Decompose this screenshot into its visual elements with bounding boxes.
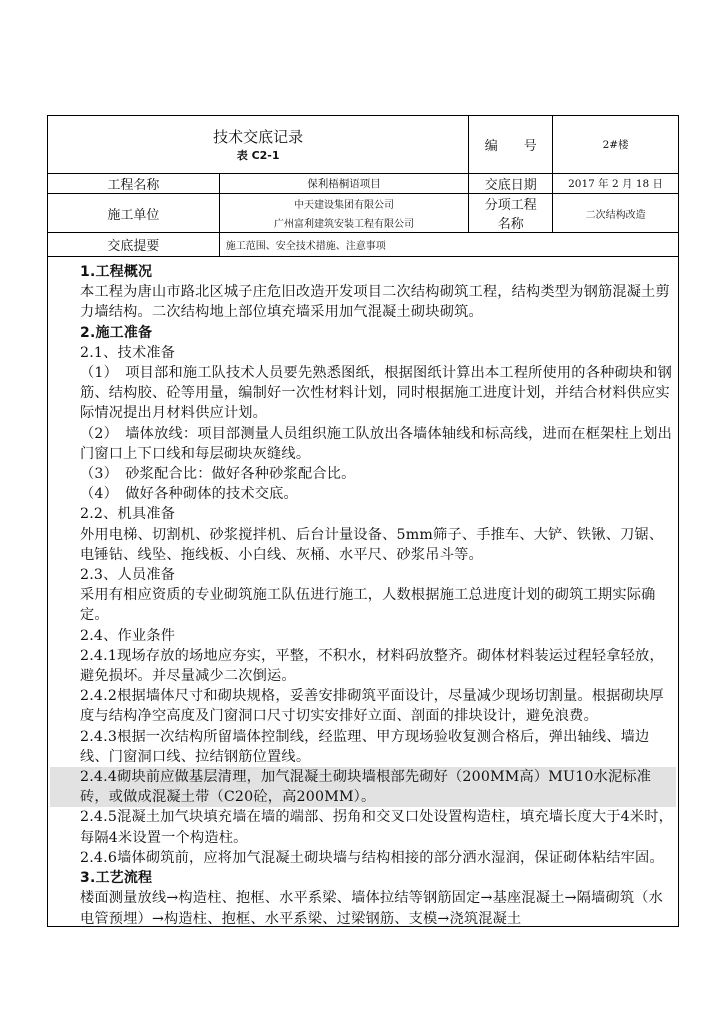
project-name-label: 工程名称 xyxy=(48,174,220,194)
condition-2-4-5: 2.4.5混凝土加气块填充墙在墙的端部、拐角和交叉口处设置构造柱，填充墙长度大于4米时，每隔4米设置一个构造柱。 xyxy=(80,809,674,846)
subitem-label-line2: 名称 xyxy=(497,217,524,232)
section-1-paragraph: 本工程为唐山市路北区城子庄危旧改造开发项目二次结构砌筑工程，结构类型为钢筋混凝土剪力墙结构。二次结构地上部位填充墙采用加气混凝土砌块砌筑。 xyxy=(80,284,670,321)
form-number: 表 C2-1 xyxy=(236,149,280,162)
section-2-1-heading: 2.1、技术准备 xyxy=(80,344,176,361)
condition-2-4-2: 2.4.2根据墙体尺寸和砌块规格，妥善安排砌筑平面设计，尽量减少现场切割量。根据砌块厚度与结构净空高度及门窗洞口尺寸切实安排好立面、剖面的排块设计，避免浪费。 xyxy=(80,688,664,725)
project-name: 保利梧桐语项目 xyxy=(219,174,469,194)
process-flow-paragraph: 楼面测量放线→构造柱、抱框、水平系梁、墙体拉结等钢筋固定→基座混凝土→隔墙砌筑（水电管预埋）→构造柱、抱框、水平系梁、过梁钢筋、支模→浇筑混凝土 xyxy=(80,890,663,927)
tech-prep-item-2: （2） 墙体放线：项目部测量人员组织施工队放出各墙体轴线和标高线，进而在框架柱上划出门窗口上下口线和每层砌块灰缝线。 xyxy=(80,425,673,462)
condition-2-4-3: 2.4.3根据一次结构所留墙体控制线，经监理、甲方现场验收复测合格后，弹出轴线、墙边线、门窗洞口线、拉结钢筋位置线。 xyxy=(80,728,650,765)
disclosure-content xyxy=(50,262,676,929)
unit-label: 施工单位 xyxy=(48,194,220,233)
condition-2-4-6: 2.4.6墙体砌筑前，应将加气混凝土砌块墙与结构相接的部分洒水湿润，保证砌体粘结牢固。 xyxy=(80,849,664,866)
equipment-paragraph: 外用电梯、切割机、砂浆搅拌机、后台计量设备、5mm筛子、手推车、大铲、铁锹、刀锯、电锤钻、线坠、拖线板、小白线、灰桶、水平尺、砂浆吊斗等。 xyxy=(80,526,664,563)
personnel-paragraph: 采用有相应资质的专业砌筑施工队伍进行施工，人数根据施工总进度计划的砌筑工期实际确定。 xyxy=(80,587,656,624)
tech-prep-item-3: （3） 砂浆配合比：做好各种砂浆配合比。 xyxy=(80,466,356,483)
tech-prep-item-1: （1） 项目部和施工队技术人员要先熟悉图纸，根据图纸计算出本工程所使用的各种砌块和钢筋、结构胶、砼等用量，编制好一次性材料计划，同时根据施工进度计划，并结合材料供应实际情况提出月材料供应计划。 xyxy=(80,365,673,422)
page-title: 技术交底记录 xyxy=(213,128,304,146)
subitem-label-line1: 分项工程 xyxy=(484,198,537,213)
section-1-title: 1.工程概况 xyxy=(80,264,153,280)
section-3-title: 3.工艺流程 xyxy=(80,870,153,887)
unit-value xyxy=(219,194,469,233)
date-value: 2017 年 2 月 18 日 xyxy=(553,174,679,194)
condition-2-4-4: 2.4.4砌块前应做基层清理，加气混凝土砌块墙根部先砌好（200MM高）MU10水泥标准砖，或做成混凝土带（C20砼，高200MM）。 xyxy=(50,767,676,807)
section-2-title: 2.施工准备 xyxy=(80,324,153,341)
summary-value: 施工范围、安全技术措施、注意事项 xyxy=(219,233,678,257)
number-label: 编 号 xyxy=(469,116,553,174)
unit-name-2: 广州富利建筑安装工程有限公司 xyxy=(273,219,414,230)
date-label: 交底日期 xyxy=(469,174,553,194)
tech-prep-item-4: （4） 做好各种砌体的技术交底。 xyxy=(80,486,298,503)
section-2-3-heading: 2.3、人员准备 xyxy=(80,567,176,584)
subitem-label xyxy=(469,194,553,233)
section-2-2-heading: 2.2、机具准备 xyxy=(80,506,176,523)
header-table xyxy=(47,115,679,257)
unit-name-1: 中天建设集团有限公司 xyxy=(293,200,394,211)
section-2-4-heading: 2.4、作业条件 xyxy=(80,627,176,644)
title-cell xyxy=(48,116,469,174)
summary-label: 交底提要 xyxy=(48,233,220,257)
subitem-value: 二次结构改造 xyxy=(553,194,679,233)
condition-2-4-1: 2.4.1现场存放的场地应夯实，平整，不积水，材料码放整齐。砌体材料装运过程轻拿轻放，避免损坏。并尽量减少二次倒运。 xyxy=(80,647,664,685)
number-value: 2#楼 xyxy=(553,116,679,174)
